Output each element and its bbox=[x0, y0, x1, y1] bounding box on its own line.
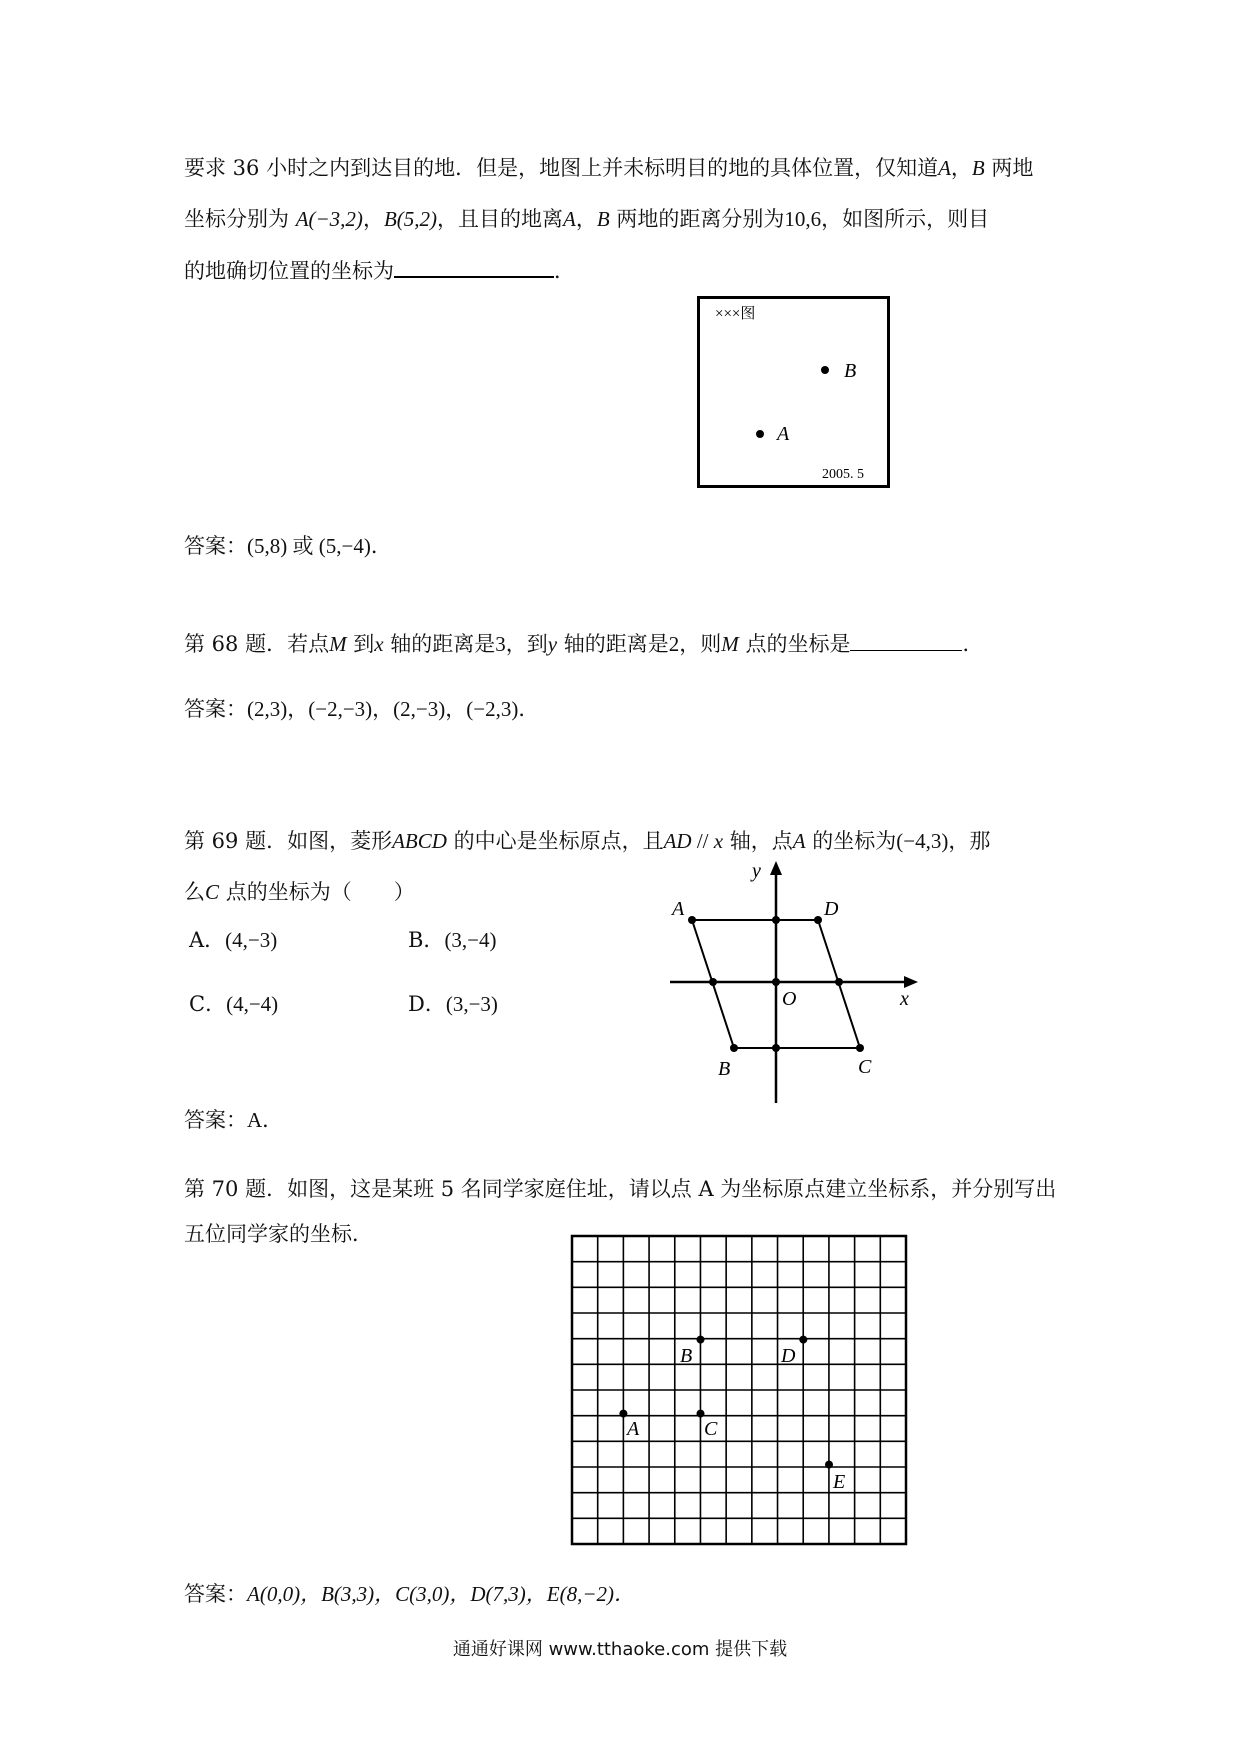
answer-label: 答案： bbox=[184, 1108, 247, 1132]
choice-label: A． bbox=[189, 928, 226, 952]
q68-line bbox=[184, 628, 983, 658]
q67-text: 两地的距离分别为 bbox=[609, 207, 785, 231]
intersect-dot bbox=[772, 916, 780, 924]
intersect-dot bbox=[772, 1044, 780, 1052]
q67-coord-a: A(−3,2) bbox=[295, 207, 363, 231]
label-x: x bbox=[900, 988, 909, 1010]
q69-coord-a: (−4,3) bbox=[896, 829, 949, 853]
q67-comma: ， bbox=[950, 156, 972, 180]
q67-map-figure bbox=[697, 296, 893, 490]
q68-num: 3 bbox=[495, 632, 506, 656]
q69-text: 的中心是坐标原点，且 bbox=[446, 829, 664, 853]
q67-line1 bbox=[184, 152, 1033, 182]
q67-answer bbox=[184, 530, 392, 560]
point-a-dot bbox=[756, 430, 764, 438]
choice-value: (3,−4) bbox=[444, 928, 497, 952]
q69-line2 bbox=[184, 876, 415, 906]
q69-var-c: C bbox=[205, 880, 220, 904]
q68-text: 第 68 题．若点 bbox=[184, 632, 330, 656]
label-c: C bbox=[704, 1418, 718, 1440]
map-date: 2005. 5 bbox=[822, 467, 864, 482]
choice-value: (4,−3) bbox=[225, 928, 278, 952]
q69-line1 bbox=[184, 825, 990, 855]
q70-answer bbox=[184, 1578, 635, 1608]
q67-var-a: A bbox=[563, 207, 576, 231]
q69-rhombus-figure bbox=[670, 855, 930, 1105]
q68-var-m: M bbox=[329, 632, 347, 656]
q67-line3 bbox=[184, 255, 575, 285]
answer-blank bbox=[394, 256, 554, 278]
q68-var-y: y bbox=[547, 632, 558, 656]
q69-text: 第 69 题．如图，菱形 bbox=[184, 829, 393, 853]
answer-text: (2,3)，(−2,−3)，(2,−3)，(−2,3)． bbox=[247, 697, 540, 721]
q68-text: 点的坐标是 bbox=[738, 632, 851, 656]
point-b-dot bbox=[697, 1336, 705, 1344]
q69-text: 么 bbox=[184, 880, 205, 904]
label-a: A bbox=[672, 898, 685, 920]
q70-line2: 五位同学家的坐标． bbox=[184, 1222, 373, 1246]
q70-line1: 第 70 题．如图，这是某班 5 名同学家庭住址，请以点 A 为坐标原点建立坐标系，并分别写出 bbox=[184, 1177, 1057, 1201]
point-d-dot bbox=[799, 1336, 807, 1344]
choice-value: (4,−4) bbox=[226, 992, 279, 1016]
label-origin: O bbox=[782, 988, 797, 1010]
label-b: B bbox=[718, 1058, 731, 1080]
q67-var-b: B bbox=[971, 156, 985, 180]
label-a: A bbox=[627, 1418, 640, 1440]
q69-var-a: A bbox=[792, 829, 806, 853]
q68-text: ，到 bbox=[505, 632, 548, 656]
label-d: D bbox=[824, 898, 839, 920]
map-title: ×××图 bbox=[715, 306, 756, 322]
vertex-c-dot bbox=[856, 1044, 864, 1052]
q67-var-b: B bbox=[596, 207, 610, 231]
point-e-dot bbox=[825, 1461, 833, 1469]
q68-answer bbox=[184, 693, 539, 723]
q68-text: 轴的距离是 bbox=[383, 632, 496, 656]
point-b-dot bbox=[821, 366, 829, 374]
q67-text: ，如图所示，则目 bbox=[821, 207, 990, 231]
point-a-label: A bbox=[777, 423, 790, 445]
q67-period: ． bbox=[554, 259, 575, 283]
q67-text: 的地确切位置的坐标为 bbox=[184, 259, 394, 283]
footer-text: 通通好课网 www.tthaoke.com 提供下载 bbox=[452, 1639, 788, 1660]
q68-var-m: M bbox=[721, 632, 739, 656]
answer-blank bbox=[850, 632, 962, 651]
vertex-b-dot bbox=[730, 1044, 738, 1052]
label-y: y bbox=[752, 860, 761, 882]
q70-grid-figure bbox=[570, 1234, 910, 1546]
answer-label: 答案： bbox=[184, 1582, 247, 1606]
q68-text: ，则 bbox=[679, 632, 722, 656]
point-c-dot bbox=[697, 1410, 705, 1418]
label-b: B bbox=[680, 1345, 693, 1367]
q67-comma: ， bbox=[575, 207, 597, 231]
q69-var-x: x bbox=[713, 829, 724, 853]
q67-distances: 10,6 bbox=[784, 207, 822, 231]
map-frame bbox=[699, 298, 889, 487]
q67-coord-b: B(5,2) bbox=[383, 207, 438, 231]
choice-value: (3,−3) bbox=[445, 992, 498, 1016]
answer-label: 答案： bbox=[184, 534, 247, 558]
label-e: E bbox=[833, 1471, 846, 1493]
label-c: C bbox=[858, 1056, 872, 1078]
q69-text: ，那 bbox=[948, 829, 991, 853]
choice-label: D． bbox=[408, 992, 446, 1016]
q69-parallel: // bbox=[691, 829, 714, 853]
intersect-dot bbox=[709, 978, 717, 986]
grid-lines bbox=[572, 1236, 906, 1544]
y-axis-arrow-icon bbox=[770, 861, 782, 875]
point-b-label: B bbox=[844, 360, 857, 382]
q69-text: 轴，点 bbox=[723, 829, 793, 853]
q67-text: 要求 36 小时之内到达目的地．但是，地图上并未标明目的地的具体位置，仅知道 bbox=[184, 156, 939, 180]
choice-label: B． bbox=[408, 928, 445, 952]
choice-d[interactable] bbox=[408, 988, 498, 1018]
vertex-a-dot bbox=[688, 916, 696, 924]
point-a-dot bbox=[619, 1410, 627, 1418]
q67-line2 bbox=[184, 203, 989, 233]
answer-text: (5,8) 或 (5,−4)． bbox=[247, 534, 392, 558]
q67-sep: ， bbox=[362, 207, 384, 231]
choice-label: C． bbox=[189, 992, 227, 1016]
q68-period: ． bbox=[962, 632, 984, 656]
q69-text: 点的坐标为（ ） bbox=[219, 880, 415, 904]
q69-answer bbox=[184, 1104, 283, 1134]
intersect-dot bbox=[835, 978, 843, 986]
answer-text: A． bbox=[247, 1108, 284, 1132]
q69-var-abcd: ABCD bbox=[392, 829, 447, 853]
q67-text: ，且目的地离 bbox=[437, 207, 564, 231]
choice-a[interactable] bbox=[189, 924, 277, 954]
q68-num: 2 bbox=[668, 632, 680, 656]
q69-text: 的坐标为 bbox=[805, 829, 897, 853]
answer-text: A(0,0)，B(3,3)，C(3,0)，D(7,3)，E(8,−2)． bbox=[247, 1582, 636, 1606]
answer-label: 答案： bbox=[184, 697, 247, 721]
choice-c[interactable] bbox=[189, 988, 278, 1018]
origin-dot bbox=[772, 978, 780, 986]
q67-text-end: 两地 bbox=[984, 156, 1034, 180]
q68-text: 轴的距离是 bbox=[557, 632, 669, 656]
q68-var-x: x bbox=[374, 632, 384, 656]
vertex-d-dot bbox=[814, 916, 822, 924]
label-d: D bbox=[781, 1345, 796, 1367]
q67-var-a: A bbox=[938, 156, 951, 180]
q67-text: 坐标分别为 bbox=[184, 207, 296, 231]
q69-var-ad: AD bbox=[663, 829, 692, 853]
x-axis-arrow-icon bbox=[904, 976, 918, 988]
q68-text: 到 bbox=[346, 632, 375, 656]
choice-b[interactable] bbox=[408, 924, 497, 954]
